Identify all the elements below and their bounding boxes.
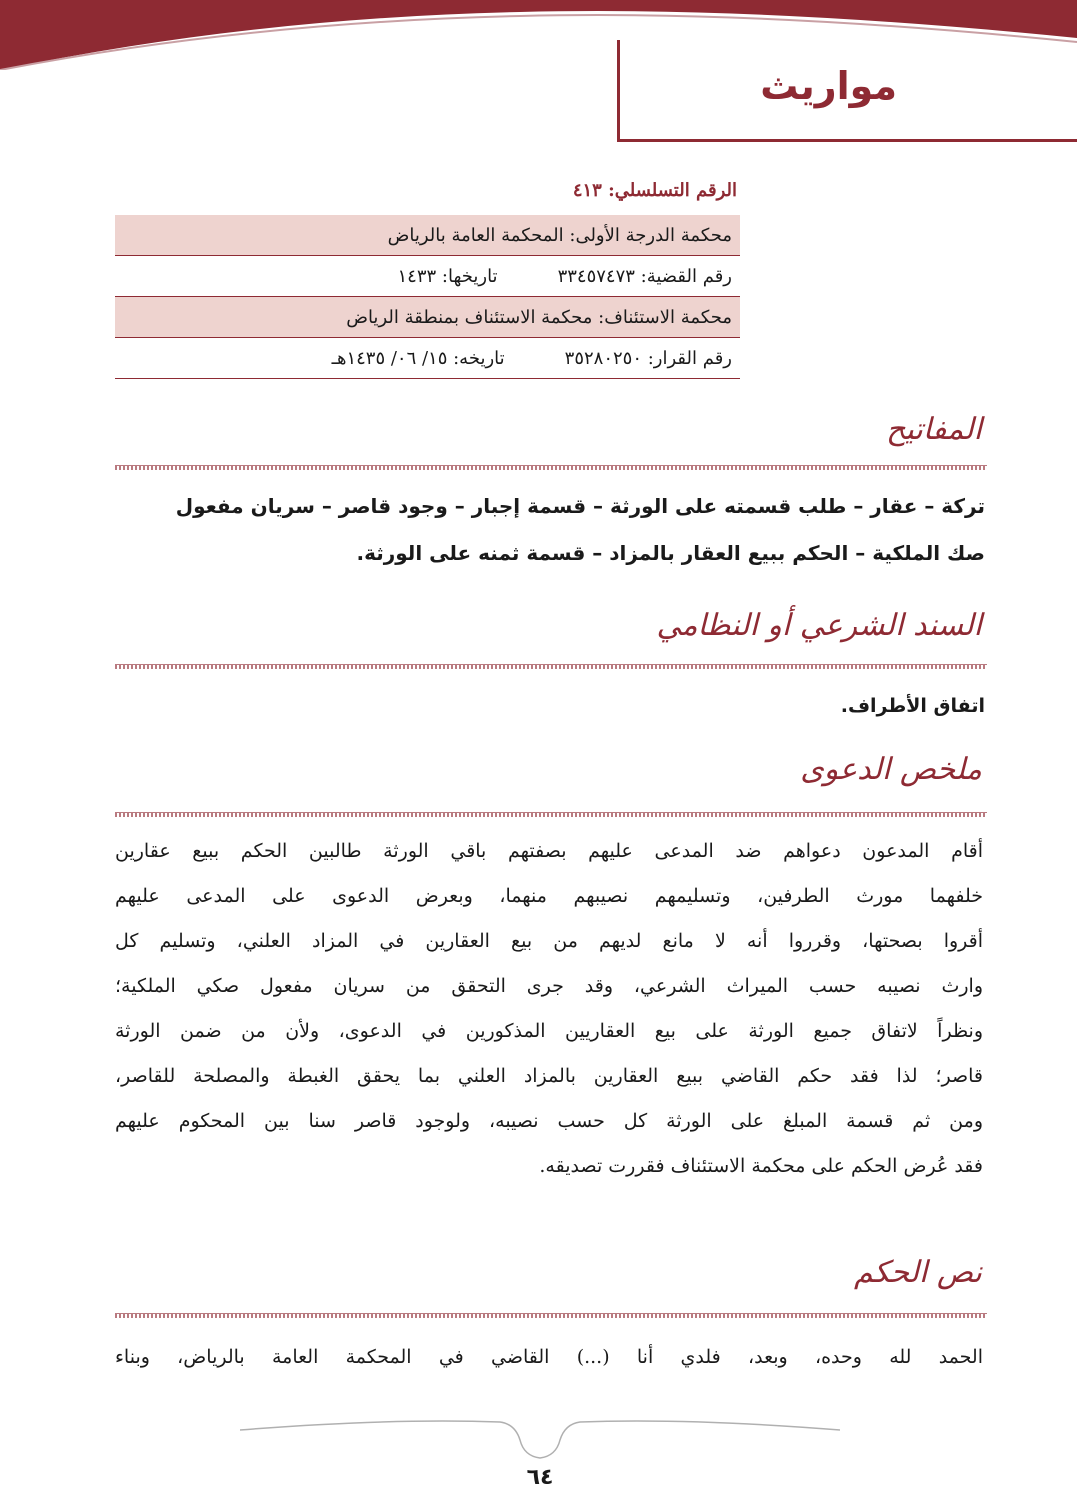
appeal-court-row — [115, 297, 740, 338]
legal-basis-heading: السند الشرعي أو النظامي — [656, 608, 982, 643]
summary-line: وارث نصيبه حسب الميراث الشرعي، وقد جرى التحقق من سريان مفعول صكي الملكية؛ — [115, 975, 983, 997]
summary-line: ونظراً لاتفاق جميع الورثة على بيع العقاريين المذكورين في الدعوى، ولأن من ضمن الورثة — [115, 1020, 983, 1042]
decision-number: رقم القرار: ٣٥٢٨٠٢٥٠ — [564, 347, 732, 369]
legal-basis-text: اتفاق الأطراف. — [840, 695, 985, 717]
summary-divider — [115, 812, 987, 817]
case-info-table — [115, 215, 740, 379]
summary-line: فقد عُرض الحكم على محكمة الاستئناف فقررت تصديقه. — [539, 1155, 983, 1177]
keywords-divider — [115, 465, 987, 470]
summary-line: ومن ثم قسمة المبلغ على الورثة كل حسب نصيبه، ولوجود قاصر سنا بين المحكوم عليهم — [115, 1110, 983, 1132]
chapter-title: مواريث — [760, 64, 897, 108]
keywords-heading: المفاتيح — [886, 412, 982, 447]
summary-paragraph — [115, 829, 983, 1189]
first-court-row — [115, 215, 740, 256]
legal-basis-divider — [115, 664, 987, 669]
keywords-line-2: صك الملكية – الحكم ببيع العقار بالمزاد – قسمة ثمنه على الورثة. — [356, 541, 985, 565]
keywords-line-1: تركة – عقار – طلب قسمته على الورثة – قسمة إجبار – وجود قاصر – سريان مفعول — [175, 494, 985, 518]
case-date: تاريخها: ١٤٣٣ — [397, 265, 498, 287]
ruling-divider — [115, 1313, 987, 1318]
decision-date: تاريخه: ١٥/ ٠٦/ ١٤٣٥هـ — [331, 347, 505, 369]
summary-line: خلفهما مورث الطرفين، وتسليمهم نصيبهم منهما، وبعرض الدعوى على المدعى عليهم — [115, 885, 983, 907]
page-number: ٦٤ — [526, 1465, 554, 1490]
case-number-row — [115, 256, 740, 297]
ruling-line: الحمد لله وحده، وبعد، فلدي أنا (...) القاضي في المحكمة العامة بالرياض، وبناء — [115, 1346, 983, 1368]
appeal-court: محكمة الاستئناف: محكمة الاستئناف بمنطقة الرياض — [115, 297, 740, 338]
ruling-paragraph — [115, 1335, 983, 1380]
page-number-ornament — [240, 1410, 840, 1470]
first-court: محكمة الدرجة الأولى: المحكمة العامة بالرياض — [115, 215, 740, 256]
summary-line: أقروا بصحتها، وقرروا أنه لا مانع لديهم من بيع العقارين في المزاد العلني، وتسليم كل — [115, 930, 983, 952]
summary-line: قاصر؛ لذا فقد حكم القاضي ببيع العقارين بالمزاد العلني بما يحقق الغبطة والمصلحة للقاصر، — [115, 1065, 983, 1087]
ruling-heading: نص الحكم — [853, 1255, 982, 1290]
summary-line: أقام المدعون دعواهم ضد المدعى عليهم بصفتهم باقي الورثة طالبين الحكم ببيع عقارين — [115, 840, 983, 862]
decision-row — [115, 338, 740, 379]
serial-number: الرقم التسلسلي: ٤١٣ — [572, 180, 737, 201]
case-number: رقم القضية: ٣٣٤٥٧٤٧٣ — [557, 265, 732, 287]
summary-heading: ملخص الدعوى — [800, 752, 982, 787]
